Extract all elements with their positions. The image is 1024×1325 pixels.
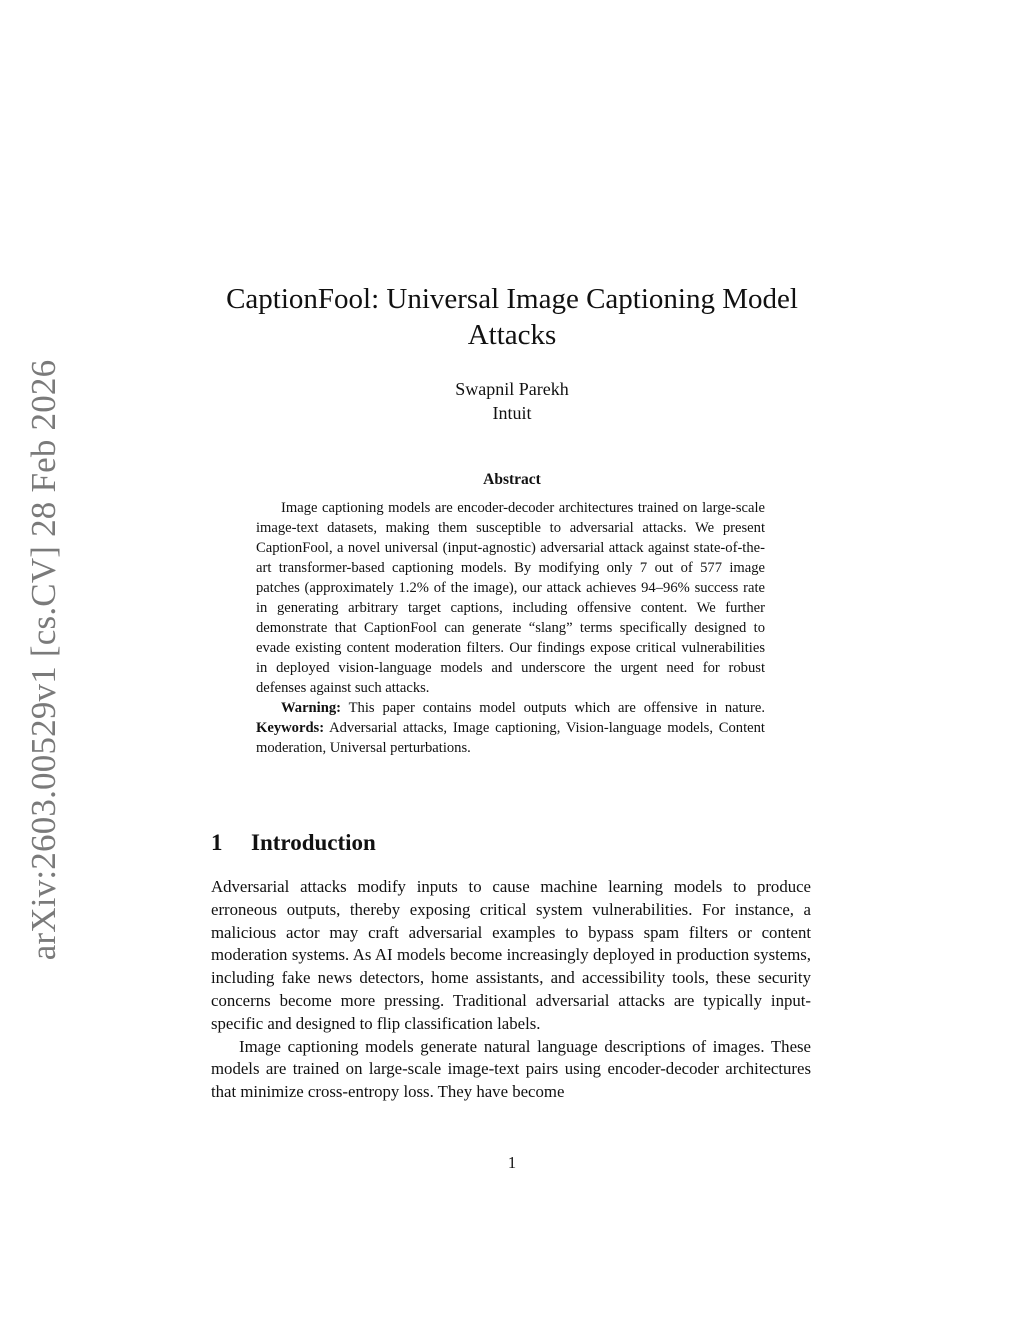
introduction-body bbox=[211, 876, 811, 1104]
abstract-warning-keywords bbox=[256, 698, 765, 758]
intro-paragraph-2: Image captioning models generate natural language descriptions of images. These models are trained on large-scale image-text pairs using encoder-decoder architectures that minimize cross-entropy loss. They have become bbox=[211, 1036, 811, 1102]
author-affiliation: Intuit bbox=[492, 403, 532, 423]
abstract-paragraph: Image captioning models are encoder-decoder architectures trained on large-scale image-text datasets, making them susceptible to adversarial attacks. We present CaptionFool, a novel universal (input-agnostic) adversarial attack against state-of-the-art transformer-based captioning models. By modifying only 7 out of 577 image patches (approximately 1.2% of the image), our attack achieves 94–96% success rate in generating arbitrary target captions, including offensive content. We further demonstrate that CaptionFool can generate “slang” terms specifically designed to evade existing content moderation filters. Our findings expose critical vulnerabilities in deployed vision-language models and underscore the urgent need for robust defenses against such attacks. bbox=[256, 500, 765, 696]
abstract-heading: Abstract bbox=[483, 471, 541, 488]
author-name: Swapnil Parekh bbox=[455, 379, 569, 399]
warning-text: This paper contains model outputs which are offensive in nature. bbox=[341, 700, 765, 716]
intro-paragraph-1: Adversarial attacks modify inputs to cause machine learning models to produce erroneous outputs, thereby exposing critical system vulnerabilities. For instance, a malicious actor may craft adversarial examples to bypass spam filters or content moderation systems. As AI models become increasingly deployed in production systems, including fake news detectors, home assistants, and accessibility tools, these security concerns become more pressing. Traditional adversarial attacks are typically input-specific and designed to flip classification labels. bbox=[211, 877, 811, 1033]
page-number: 1 bbox=[507, 1153, 517, 1172]
section-number: 1 bbox=[211, 830, 223, 855]
arxiv-identifier-stamp: arXiv:2603.00529v1 [cs.CV] 28 Feb 2026 bbox=[24, 359, 63, 961]
abstract-body bbox=[256, 498, 765, 758]
section-heading-introduction bbox=[211, 828, 376, 858]
keywords-label: Keywords: bbox=[256, 720, 325, 736]
keywords-text: Adversarial attacks, Image captioning, Vision-language models, Content moderation, Universal perturbations. bbox=[256, 720, 765, 756]
warning-label: Warning: bbox=[281, 700, 342, 716]
section-title: Introduction bbox=[251, 830, 376, 855]
paper-title: CaptionFool: Universal Image Captioning Model Attacks bbox=[226, 283, 798, 351]
